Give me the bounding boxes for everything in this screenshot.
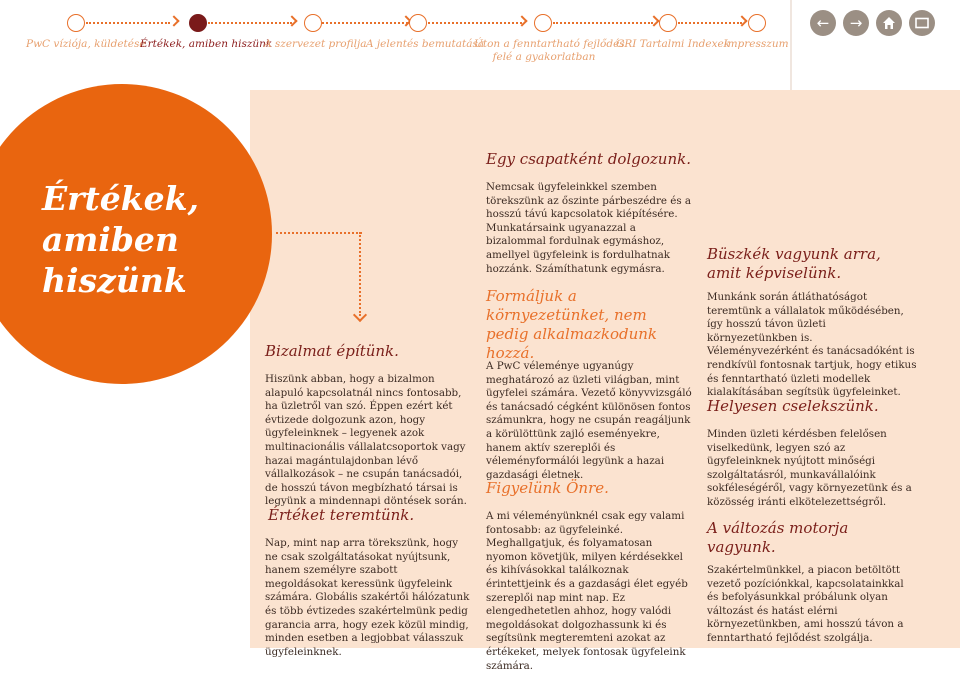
step-dot-vision[interactable] (67, 14, 85, 32)
step-dot-gri[interactable] (659, 14, 677, 32)
nav-item-sustainability-line2: felé a gyakorlatban (492, 51, 596, 63)
home-icon (882, 16, 896, 30)
nav-item-profile[interactable]: A szervezet profilja (264, 38, 367, 50)
step-connector (86, 22, 170, 24)
page-title-line3: hiszünk (42, 261, 187, 300)
chevron-right-icon (736, 15, 747, 26)
nav-item-sustainability[interactable] (474, 38, 625, 64)
heading-listen: Figyelünk Önre. (486, 479, 609, 497)
nav-item-values[interactable]: Értékek, amiben hiszünk (140, 38, 273, 50)
paragraph-value: Nap, mint nap arra törekszünk, hogy ne csak szolgáltatásokat nyújtsunk, hanem személyre szabott megoldásokat keressünk ügyfeleink számára. Globális szakértői hálózatunk és több évtizedes szakértelmünk pedig garancia arra, hogy ezek közül mindig, minden esetben a legjobbat válasszuk ügyfeleinknek. (265, 537, 470, 658)
chevron-right-icon (168, 15, 179, 26)
nav-item-vision[interactable]: PwC víziója, küldetése (26, 38, 146, 50)
forward-button[interactable] (843, 10, 869, 36)
step-dot-sustainability[interactable] (534, 14, 552, 32)
heading-act-right: Helyesen cselekszünk. (707, 397, 879, 415)
paragraph-listen: A mi véleményünknél csak egy valami fontosabb: az ügyfeleinké. Meghallgatjuk, és folyamatosan nyomon követjük, milyen kérdésekkel és kihívásokkal találkoznak érintettjeink és a gazdasági élet egyéb szereplői nap mint nap. Ez elengedhetetlen ahhoz, hogy valódi megoldásokat dolgozhassunk ki és segítsünk megteremteni azokat az értékeket, melyek fontosak ügyfeleink számára. (486, 510, 688, 672)
step-connector (678, 22, 742, 24)
step-connector (322, 22, 408, 24)
nav-divider (790, 0, 792, 90)
home-button[interactable] (876, 10, 902, 36)
nav-item-impressum[interactable]: Impresszum (723, 38, 789, 50)
paragraph-act-right: Minden üzleti kérdésben felelősen viselkedünk, legyen szó az ügyfeleinknek nyújtott minőségi szolgáltatásról, munkavállalóink sokféleségéről, vagy környezetünk és a közösség iránti elkötelezettségről. (707, 428, 912, 508)
heading-shape-environment: Formáljuk a környezetünket, nem pedig alkalmazkodunk hozzá. (486, 287, 658, 362)
back-button[interactable] (810, 10, 836, 36)
heading-team: Egy csapatként dolgozunk. (486, 150, 691, 168)
arrow-left-icon: ← (816, 13, 830, 32)
heading-value: Értéket teremtünk. (268, 506, 415, 524)
nav-item-gri[interactable]: GRI Tartalmi Indexek (616, 38, 731, 50)
page-title-line2: amiben (42, 220, 179, 259)
step-connector (208, 22, 292, 24)
chevron-right-icon (648, 15, 659, 26)
step-dot-values[interactable] (189, 14, 207, 32)
heading-proud: Büszkék vagyunk arra, amit képviselünk. (707, 245, 881, 282)
fullscreen-button[interactable] (909, 10, 935, 36)
paragraph-trust: Hiszünk abban, hogy a bizalmon alapuló kapcsolatnál nincs fontosabb, ha üzletről van szó. Éppen ezért két évtizede dolgozunk azon, hogy ügyfeleinknek – legyenek azok multinacionális vállalatcsoportok vagy hazai magántulajdonban lévő vállalkozások – ne csupán tanácsadói, de hosszú távon megbízható társai is legyünk a mindennapi döntések során. (265, 373, 467, 508)
step-dot-report[interactable] (409, 14, 427, 32)
arrow-right-icon: → (849, 13, 863, 32)
paragraph-proud: Munkánk során átláthatóságot teremtünk a vállalatok működésében, így hosszú távon üzleti környezetünkben is. Véleményvezérként és tanácsadóként is rendkívül fontosnak tartjuk, hogy etikus és fenntartható üzleti modellek kialakításában segítsük ügyfeleinket. (707, 291, 917, 399)
dotted-connector (359, 232, 361, 316)
page-title (42, 178, 242, 301)
step-dot-impressum[interactable] (748, 14, 766, 32)
dotted-connector (276, 232, 362, 234)
top-navigation (0, 0, 960, 90)
nav-item-report[interactable]: A jelentés bemutatása (366, 38, 485, 50)
paragraph-change-engine: Szakértelmünkkel, a piacon betöltött vezető pozíciónkkal, kapcsolatainkkal és befolyásunkkal próbálunk olyan változást és hatást elérni környezetünkben, ami hosszú távon a fenntartható fejlődést szolgálja. (707, 564, 904, 644)
paragraph-shape-environment: A PwC véleménye ugyanúgy meghatározó az üzleti világban, mint ügyfelei számára. Vezető könyvvizsgáló és tanácsadó cégként különösen fontos számunkra, hogy ne csupán reagáljunk a körülöttünk zajló eseményekre, hanem aktív szereplői és véleményformálói legyünk a hazai gazdasági életnek. (486, 360, 692, 481)
step-connector (553, 22, 653, 24)
page-title-line1: Értékek, (42, 179, 199, 218)
fullscreen-icon (915, 17, 929, 29)
paragraph-team: Nemcsak ügyfeleinkkel szemben törekszünk az őszinte párbeszédre és a hosszú távú kapcsolatok kiépítésére. Munkatársaink ugyanazzal a bizalommal fordulnak egymáshoz, amellyel ügyfeleink is fordulhatnak hozzánk. Számíthatunk egymásra. (486, 181, 692, 275)
chevron-right-icon (286, 15, 297, 26)
step-dot-profile[interactable] (304, 14, 322, 32)
nav-item-sustainability-line1: Úton a fenntartható fejlődés (474, 38, 625, 50)
heading-change-engine: A változás motorja vagyunk. (707, 519, 849, 556)
chevron-right-icon (516, 15, 527, 26)
chapter-stepper (0, 0, 790, 90)
heading-trust: Bizalmat építünk. (265, 342, 399, 360)
step-connector (428, 22, 522, 24)
